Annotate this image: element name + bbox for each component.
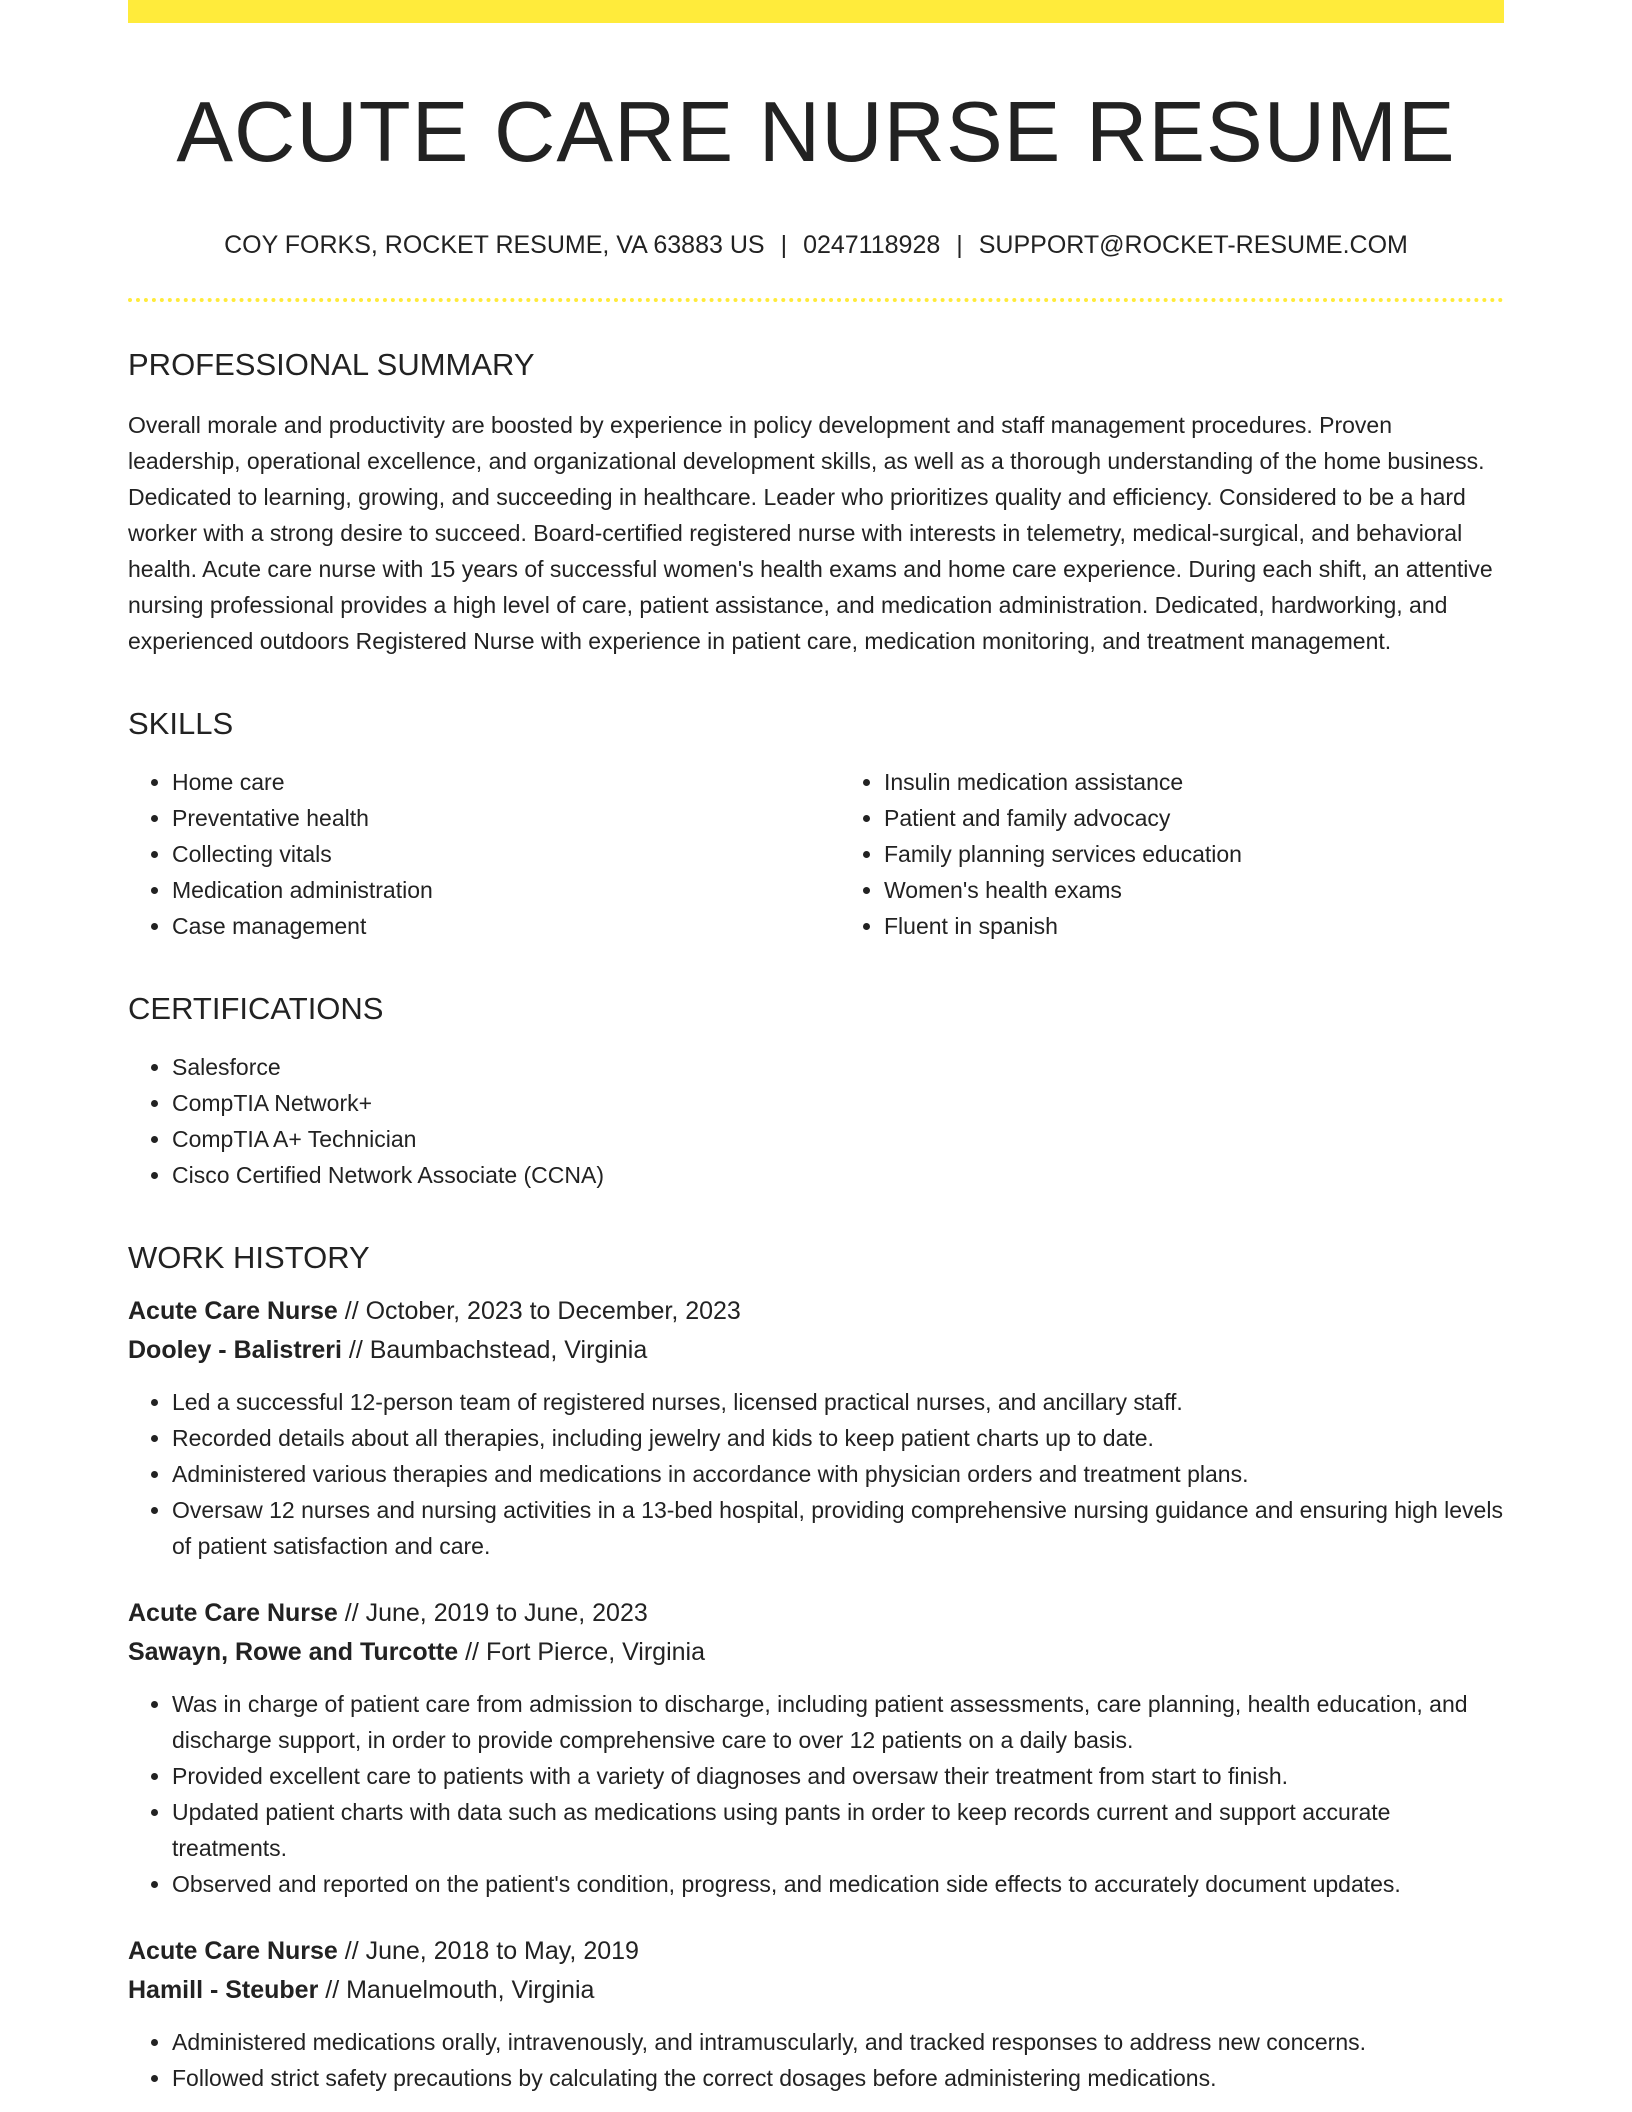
job-entry (128, 1932, 1504, 2096)
job-header (128, 1594, 1504, 1672)
skill-item: • Women's health exams (884, 872, 1514, 908)
contact-phone: 0247118928 (803, 230, 941, 259)
job-dates: // June, 2019 to June, 2023 (337, 1599, 648, 1628)
skill-item: • Preventative health (172, 800, 806, 836)
certifications-list (128, 1049, 1504, 1193)
job-dates: // October, 2023 to December, 2023 (337, 1297, 741, 1326)
job-bullets (128, 2024, 1504, 2096)
skill-item: • Medication administration (172, 872, 806, 908)
skills-list (128, 764, 1504, 944)
skill-item: • Home care (172, 764, 806, 800)
certification-item: • Salesforce (172, 1049, 1504, 1085)
job-location: // Fort Pierce, Virginia (458, 1638, 706, 1667)
skill-item: • Family planning services education (884, 836, 1514, 872)
skills-column-left (128, 764, 806, 944)
job-bullet: • Updated patient charts with data such as medications using pants in order to keep records current and support accurate treatments. (172, 1794, 1504, 1866)
summary-heading: PROFESSIONAL SUMMARY (128, 346, 535, 382)
contact-address: COY FORKS, ROCKET RESUME, VA 63883 US (224, 230, 765, 259)
job-bullet: • Was in charge of patient care from admission to discharge, including patient assessments, care planning, health education, and discharge support, in order to provide comprehensive care to over 12 patients on a daily basis. (172, 1686, 1504, 1758)
skill-item: • Patient and family advocacy (884, 800, 1514, 836)
job-role: Acute Care Nurse (128, 1297, 338, 1326)
job-bullet: • Recorded details about all therapies, including jewelry and kids to keep patient charts up to date. (172, 1420, 1504, 1456)
contact-separator: | (956, 230, 963, 259)
contact-separator: | (780, 230, 788, 259)
job-header (128, 1932, 1504, 2010)
job-bullets (128, 1686, 1504, 1902)
skill-item: • Fluent in spanish (884, 908, 1514, 944)
job-entry (128, 1292, 1504, 1564)
job-bullet: • Led a successful 12-person team of registered nurses, licensed practical nurses, and ancillary staff. (172, 1384, 1504, 1420)
job-bullet: • Provided excellent care to patients with a variety of diagnoses and oversaw their treatment from start to finish. (172, 1758, 1504, 1794)
certification-item: • Cisco Certified Network Associate (CCNA) (172, 1157, 1504, 1193)
certification-item: • CompTIA Network+ (172, 1085, 1504, 1121)
job-dates: // June, 2018 to May, 2019 (337, 1937, 639, 1966)
skill-item: • Case management (172, 908, 806, 944)
job-company: Sawayn, Rowe and Turcotte (128, 1638, 459, 1667)
job-location: // Manuelmouth, Virginia (318, 1976, 595, 2005)
job-entry (128, 1594, 1504, 1902)
job-bullet: • Administered medications orally, intravenously, and intramuscularly, and tracked responses to address new concerns. (172, 2024, 1504, 2060)
summary-text: Overall morale and productivity are boosted by experience in policy development and staff management procedures. Proven leadership, operational excellence, and organizational development skills, as well as a thorough understanding of the home business. Dedicated to learning, growing, and succeeding in healthcare. Leader who prioritizes quality and efficiency. Considered to be a hard worker with a strong desire to succeed. Board-certified registered nurse with interests in telemetry, medical-surgical, and behavioral health. Acute care nurse with 15 years of successful women's health exams and home care experience. During each shift, an attentive nursing professional provides a high level of care, patient assistance, and medication administration. Dedicated, hardworking, and experienced outdoors Registered Nurse with experience in patient care, medication monitoring, and treatment management. (128, 411, 1493, 654)
work-history-heading: WORK HISTORY (128, 1240, 370, 1276)
job-header (128, 1292, 1504, 1370)
skill-item: • Collecting vitals (172, 836, 806, 872)
job-bullet: • Observed and reported on the patient's condition, progress, and medication side effects to accurately document updates. (172, 1866, 1504, 1902)
certification-item: • CompTIA A+ Technician (172, 1121, 1504, 1157)
skill-item: • Insulin medication assistance (884, 764, 1514, 800)
resume-title: ACUTE CARE NURSE RESUME (176, 85, 1456, 180)
contact-email: SUPPORT@ROCKET-RESUME.COM (978, 230, 1408, 259)
job-role: Acute Care Nurse (128, 1937, 338, 1966)
job-bullet: • Administered various therapies and medications in accordance with physician orders and treatment plans. (172, 1456, 1504, 1492)
job-company: Hamill - Steuber (128, 1976, 319, 2005)
resume-page (128, 0, 1504, 2096)
dotted-divider (128, 298, 1504, 302)
skills-column-right (840, 764, 1514, 944)
job-role: Acute Care Nurse (128, 1599, 338, 1628)
job-bullet: • Followed strict safety precautions by calculating the correct dosages before administering medications. (172, 2060, 1504, 2096)
skills-heading: SKILLS (128, 705, 234, 741)
contact-line (128, 230, 1504, 260)
job-company: Dooley - Balistreri (128, 1336, 342, 1365)
job-bullet: • Oversaw 12 nurses and nursing activities in a 13-bed hospital, providing comprehensive nursing guidance and ensuring high levels of patient satisfaction and care. (172, 1492, 1504, 1564)
top-accent-bar (128, 0, 1504, 23)
job-bullets (128, 1384, 1504, 1564)
job-location: // Baumbachstead, Virginia (341, 1336, 648, 1365)
certifications-heading: CERTIFICATIONS (128, 990, 384, 1026)
